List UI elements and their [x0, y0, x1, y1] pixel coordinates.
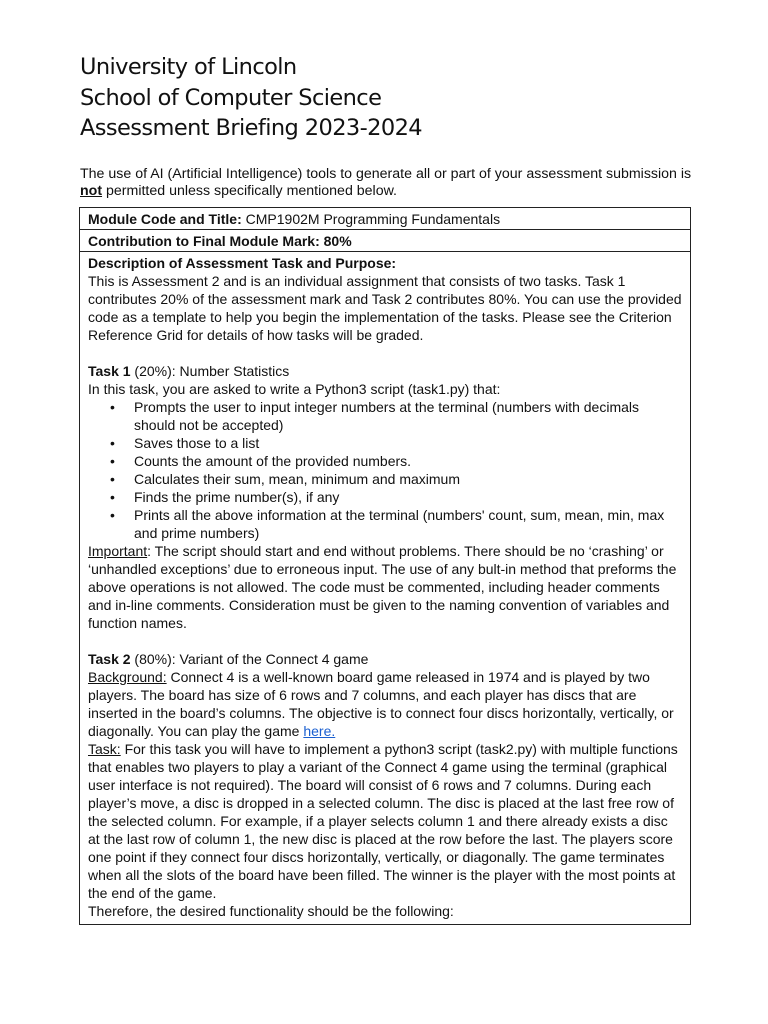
document-heading [80, 52, 422, 144]
description-paragraph: This is Assessment 2 and is an individual assignment that consists of two tasks. Task 1 contributes 20% of the assessment mark and Task 2 contributes 80%. You can use the provided code as a template to help you begin the implementation of the tasks. Please see the Criterion Reference Grid for details of how tasks will be graded. [88, 273, 682, 343]
task2-closing: Therefore, the desired functionality should be the following: [88, 903, 454, 919]
task2-weight: (80%): Variant of the Connect 4 game [130, 651, 369, 667]
school-name: School of Computer Science [80, 84, 382, 111]
description-section [80, 252, 690, 924]
task1-important-note [88, 542, 682, 632]
task1-weight: (20%): Number Statistics [130, 363, 290, 379]
list-item: • Calculates their sum, mean, minimum and maximum [88, 470, 682, 488]
list-item: • Prints all the above information at the terminal (numbers' count, sum, mean, min, max and prime numbers) [88, 506, 682, 542]
list-item: • Prompts the user to input integer numbers at the terminal (numbers with decimals should not be accepted) [88, 398, 682, 434]
connect4-game-link[interactable]: here. [303, 723, 336, 739]
description-label: Description of Assessment Task and Purpose: [88, 255, 397, 271]
task1-requirements-list [88, 398, 682, 542]
important-label: Important [88, 543, 148, 559]
list-item: • Finds the prime number(s), if any [88, 488, 682, 506]
background-text: Connect 4 is a well-known board game released in 1974 and is played by two players. The board has size of 6 rows and 7 columns, and each player has discs that are inserted in the board’s columns. The objective is to connect four discs horizontally, vertically, or diagonally. You can play the game [88, 669, 674, 739]
briefing-title: Assessment Briefing 2023-2024 [80, 115, 423, 141]
important-text: : The script should start and end without problems. There should be no ‘crashing’ or ‘unhandled exceptions’ due to erroneous input. The use of any bult-in method that preforms the above operations is not allowed. The code must be commented, including header comments and in-line comments. Consideration must be given to the naming convention of variables and function names. [88, 543, 677, 631]
module-value: CMP1902M Programming Fundamentals [241, 211, 501, 227]
ai-notice-emphasis: not [80, 183, 103, 199]
task2-background [88, 668, 682, 740]
task2-heading [88, 650, 682, 668]
contribution-label: Contribution to Final Module Mark: 80% [88, 233, 352, 249]
ai-notice-text-after: permitted unless specifically mentioned below. [102, 183, 397, 199]
assessment-table [79, 207, 691, 925]
task2-label: Task 2 [88, 651, 131, 667]
module-label: Module Code and Title: [88, 211, 242, 227]
module-row [80, 208, 690, 230]
task-text: For this task you will have to implement a python3 script (task2.py) with multiple functions that enables two players to play a variant of the Connect 4 game using the terminal (graphical user interface is not required). The board will consist of 6 rows and 7 columns. During each player’s move, a disc is dropped in a selected column. The disc is placed at the last free row of the selected column. For example, if a player selects column 1 and there already exists a disc at the last row of column 1, the new disc is placed at the row before the last. The players score one point if they connect four discs horizontally, vertically, or diagonally. The game terminates when all the slots of the board have been filled. The winner is the player with the most points at the end of the game. [88, 741, 678, 901]
task1-heading [88, 362, 682, 380]
contribution-row [80, 230, 690, 252]
task2-description [88, 740, 682, 902]
task1-label: Task 1 [88, 363, 131, 379]
list-item: • Counts the amount of the provided numbers. [88, 452, 682, 470]
list-item: • Saves those to a list [88, 434, 682, 452]
task-label: Task: [88, 741, 121, 757]
task1-intro: In this task, you are asked to write a Python3 script (task1.py) that: [88, 381, 501, 397]
ai-policy-notice [80, 166, 700, 200]
ai-notice-text-before: The use of AI (Artificial Intelligence) tools to generate all or part of your assessment submission is [80, 166, 692, 182]
university-name: University of Lincoln [80, 54, 297, 80]
background-label: Background: [88, 669, 167, 685]
